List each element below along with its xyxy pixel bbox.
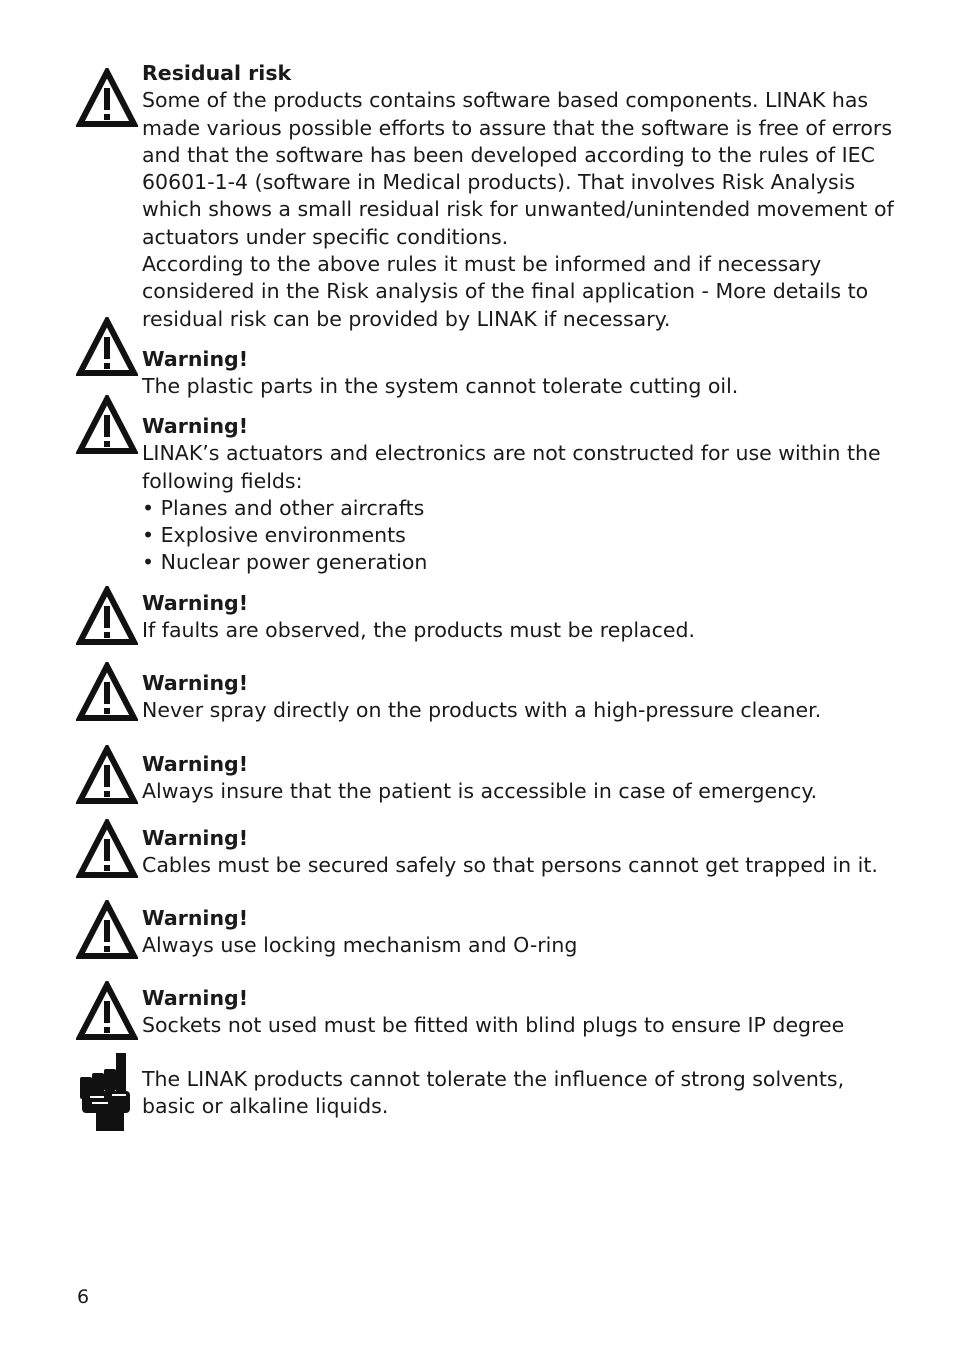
pointing-hand-icon	[78, 1053, 134, 1133]
warning-section	[142, 346, 902, 401]
warning-section	[142, 590, 902, 645]
page-number: 6	[77, 1286, 90, 1308]
bullet-list	[142, 495, 902, 577]
section-title: Residual risk	[142, 61, 292, 85]
note-section	[142, 1066, 902, 1121]
warning-triangle-icon	[76, 395, 138, 455]
warning-section	[142, 985, 902, 1040]
note-text: The LINAK products cannot tolerate the influence of strong solvents, basic or alkaline liquids.	[142, 1067, 845, 1119]
section-paragraph: According to the above rules it must be informed and if necessary considered in the Risk analysis of the final application - More details to residual risk can be provided by LINAK if necessary.	[142, 252, 869, 331]
warning-triangle-icon	[76, 68, 138, 128]
warning-section	[142, 751, 902, 806]
warning-triangle-icon	[76, 819, 138, 879]
warning-section	[142, 905, 902, 960]
warning-text: Sockets not used must be fitted with blind plugs to ensure IP degree	[142, 1013, 845, 1038]
warning-text: The plastic parts in the system cannot tolerate cutting oil.	[142, 374, 739, 399]
list-item: • Nuclear power generation	[142, 549, 902, 576]
warning-title: Warning!	[142, 671, 249, 695]
list-item: • Planes and other aircrafts	[142, 495, 902, 522]
section-paragraph: Some of the products contains software based components. LINAK has made various possible efforts to assure that the software is free of errors and that the software has been developed according to the rules of IEC 60601-1-4 (software in Medical products). That involves Risk Analysis which shows a small residual risk for unwanted/unintended movement of actuators under specific conditions.	[142, 88, 894, 249]
warning-triangle-icon	[76, 586, 138, 646]
warning-text: Cables must be secured safely so that persons cannot get trapped in it.	[142, 853, 878, 878]
warning-triangle-icon	[76, 981, 138, 1041]
warning-title: Warning!	[142, 752, 249, 776]
warning-title: Warning!	[142, 347, 249, 371]
warning-triangle-icon	[76, 317, 138, 377]
warning-section	[142, 825, 902, 880]
warning-title: Warning!	[142, 414, 249, 438]
warning-triangle-icon	[76, 745, 138, 805]
residual-risk-section	[142, 60, 902, 333]
warning-text: Always use locking mechanism and O-ring	[142, 933, 578, 958]
warning-triangle-icon	[76, 662, 138, 722]
warning-triangle-icon	[76, 900, 138, 960]
warning-title: Warning!	[142, 826, 249, 850]
warning-text: Never spray directly on the products with a high-pressure cleaner.	[142, 698, 822, 723]
warning-section	[142, 670, 902, 725]
warning-title: Warning!	[142, 906, 249, 930]
warning-text: LINAK’s actuators and electronics are not constructed for use within the following fields:	[142, 441, 881, 493]
list-item: • Explosive environments	[142, 522, 902, 549]
warning-title: Warning!	[142, 591, 249, 615]
warning-title: Warning!	[142, 986, 249, 1010]
warning-text: Always insure that the patient is accessible in case of emergency.	[142, 779, 818, 804]
warning-text: If faults are observed, the products must be replaced.	[142, 618, 696, 643]
warning-section	[142, 413, 902, 577]
